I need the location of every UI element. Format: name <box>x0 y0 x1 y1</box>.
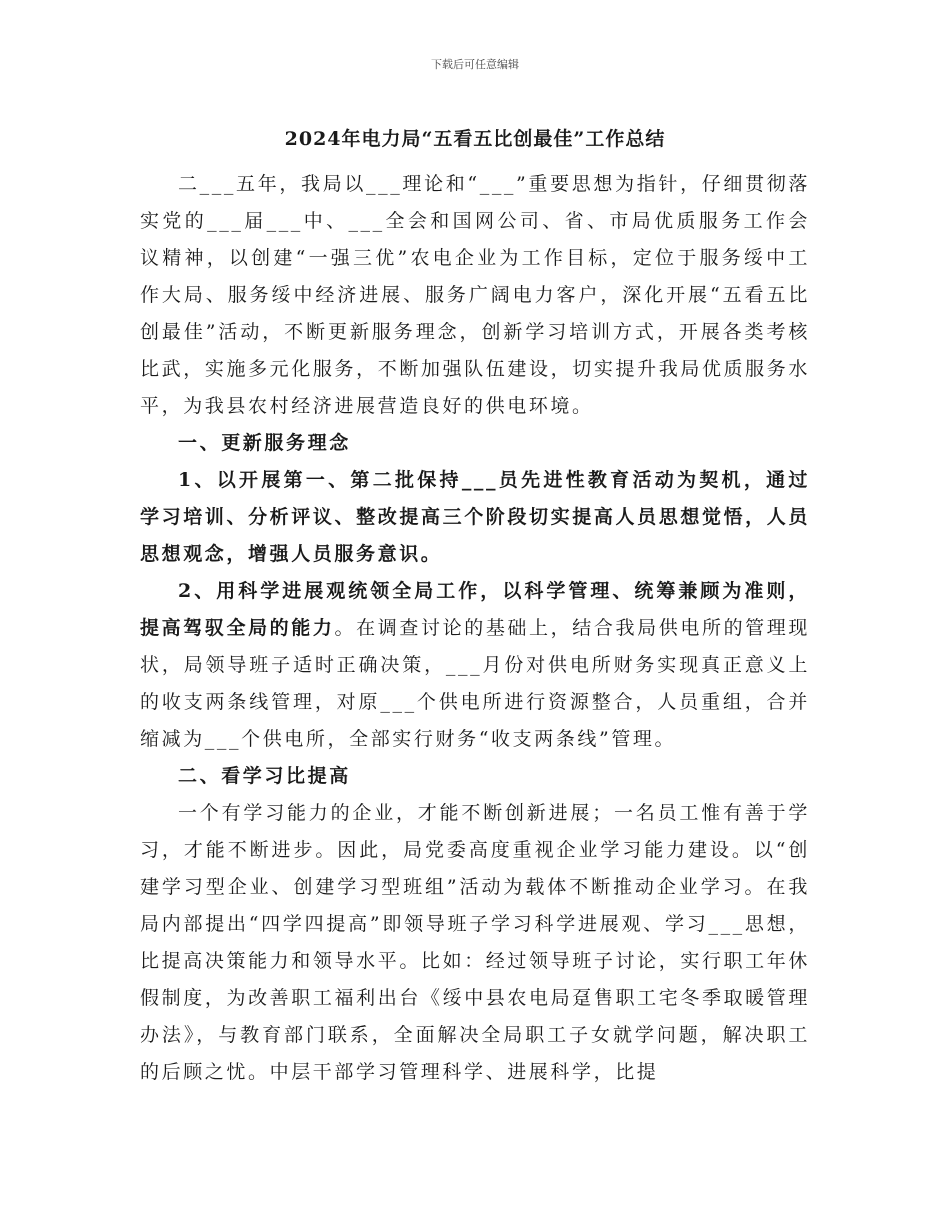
paragraph-text: 二___五年，我局以___理论和“___”重要思想为指针，仔细贯彻落实党的___届___中、___全会和国网公司、省、市局优质服务工作会议精神，以创建“一强三优”农电企业为工作目标，定位于服务绥中工作大局、服务绥中经济进展、服务广阔电力客户，深化开展“五看五比创最佳”活动，不断更新服务理念，创新学习培训方式，开展各类考核比武，实施多元化服务，不断加强队伍建设，切实提升我局优质服务水平，为我县农村经济进展营造良好的供电环境。 <box>140 173 810 417</box>
heading-text: 一、更新服务理念 <box>178 432 351 454</box>
paragraph-learning <box>140 795 810 1091</box>
paragraph-text: 一个有学习能力的企业，才能不断创新进展；一名员工惟有善于学习，才能不断进步。因此，局党委高度重视企业学习能力建设。以“创建学习型企业、创建学习型班组”活动为载体不断推动企业学习。在我局内部提出“四学四提高”即领导班子学习科学进展观、学习___思想，比提高决策能力和领导水平。比如：经过领导班子讨论，实行职工年休假制度，为改善职工福利出台《绥中县农电局趸售职工宅冬季取暖管理办法》，与教育部门联系，全面解决全局职工子女就学问题，解决职工的后顾之忧。中层干部学习管理科学、进展科学，比提 <box>140 802 810 1083</box>
section-heading-2 <box>140 758 810 795</box>
document-body <box>140 166 810 1091</box>
paragraph-item-2 <box>140 573 810 758</box>
header-note: 下载后可任意编辑 <box>431 58 519 71</box>
heading-text: 二、看学习比提高 <box>178 765 351 787</box>
section-heading-1 <box>140 425 810 462</box>
document-title: 2024年电力局“五看五比创最佳”工作总结 <box>284 128 666 150</box>
paragraph-bold-text: 2、用科学进展观统领全局工作，以科学管理、统筹兼顾为准则，提高驾驭全局的能力 <box>140 580 810 639</box>
paragraph-text: 。在调查讨论的基础上，结合我局供电所的管理现状，局领导班子适时正确决策，___月份对供电所财务实现真正意义上的收支两条线管理，对原___个供电所进行资源整合，人员重组，合并缩减为___个供电所，全部实行财务“收支两条线”管理。 <box>140 617 811 750</box>
paragraph-intro <box>140 166 810 425</box>
paragraph-bold-text: 1、以开展第一、第二批保持___员先进性教育活动为契机，通过学习培训、分析评议、整改提高三个阶段切实提高人员思想觉悟，人员思想观念，增强人员服务意识。 <box>140 469 810 565</box>
paragraph-item-1 <box>140 462 810 573</box>
